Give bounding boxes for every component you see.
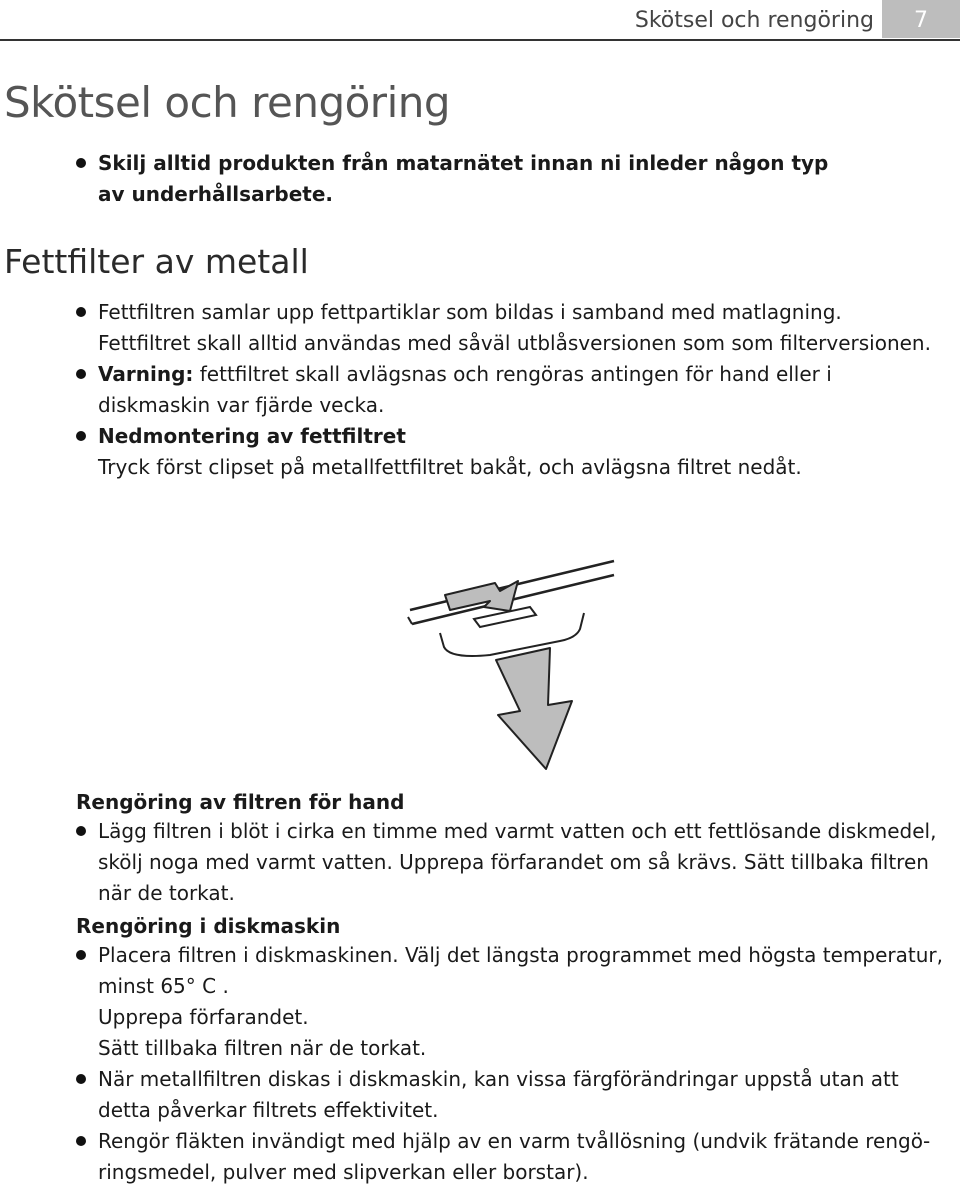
list-item-text: När metallfiltren diskas i diskmaskin, kan vissa färgförändringar uppstå utan att detta påverkar filtrets effektivitet.	[98, 1067, 899, 1122]
bullet-icon	[76, 369, 86, 379]
list-item	[76, 940, 946, 1064]
header-section-title: Skötsel och rengöring	[634, 8, 874, 33]
hand-cleaning-section	[76, 790, 946, 909]
bullet-icon	[76, 307, 86, 317]
intro-list	[76, 148, 836, 210]
header-divider	[0, 39, 960, 41]
bullet-icon	[76, 1136, 86, 1146]
list-item-line: Sätt tillbaka filtren när de torkat.	[98, 1036, 427, 1060]
intro-warning-text: Skilj alltid produkten från matarnätet innan ni inleder någon typ av underhållsarbete.	[98, 151, 829, 206]
list-item	[76, 816, 946, 909]
bullet-icon	[76, 431, 86, 441]
bullet-icon	[76, 1074, 86, 1084]
intro-warning-item	[76, 148, 836, 210]
bullet-icon	[76, 158, 86, 168]
metal-filter-list	[76, 297, 936, 483]
hand-cleaning-list	[76, 816, 946, 909]
page-number: 7	[882, 0, 960, 38]
list-item-line: Upprepa förfarandet.	[98, 1005, 309, 1029]
list-item-line: Placera filtren i diskmaskinen. Välj det längsta programmet med högsta temperatur,	[98, 943, 943, 967]
list-item-line: minst 65° C .	[98, 974, 229, 998]
list-item-text: fettfiltret skall avlägsnas och rengöras antingen för hand eller i diskmaskin var fjärde vecka.	[98, 362, 832, 417]
dishwasher-heading: Rengöring i diskmaskin	[76, 914, 341, 938]
metal-filter-heading: Fettfilter av metall	[4, 242, 309, 281]
list-item-text: Fettfiltren samlar upp fettpartiklar som bildas i samband med matlagning. Fettfiltret skall alltid användas med såväl utblåsversionen som som filterversionen.	[98, 300, 931, 355]
list-item-text: Tryck först clipset på metallfettfiltret bakåt, och avlägsna filtret nedåt.	[98, 455, 802, 479]
list-item	[76, 1064, 946, 1126]
filter-removal-arrows-illustration	[400, 555, 630, 775]
bullet-icon	[76, 950, 86, 960]
list-item	[76, 297, 936, 359]
dishwasher-list	[76, 940, 946, 1188]
dishwasher-section	[76, 914, 946, 1188]
list-item-label: Varning:	[98, 362, 194, 386]
list-item	[76, 359, 936, 421]
page-title: Skötsel och rengöring	[4, 78, 451, 127]
hand-cleaning-heading: Rengöring av filtren för hand	[76, 790, 405, 814]
list-item-text: Rengör fläkten invändigt med hjälp av en varm tvållösning (undvik frätande rengöringsmedel, pulver med slipverkan eller borstar).	[98, 1129, 931, 1184]
list-item	[76, 421, 936, 483]
list-item	[76, 1126, 946, 1188]
page-header	[0, 0, 960, 44]
bullet-icon	[76, 826, 86, 836]
list-item-label: Nedmontering av fettfiltret	[98, 424, 406, 448]
list-item-text: Lägg filtren i blöt i cirka en timme med varmt vatten och ett fettlösande diskmedel, skölj noga med varmt vatten. Upprepa förfarandet om så krävs. Sätt tillbaka filtren när de torkat.	[98, 819, 937, 905]
